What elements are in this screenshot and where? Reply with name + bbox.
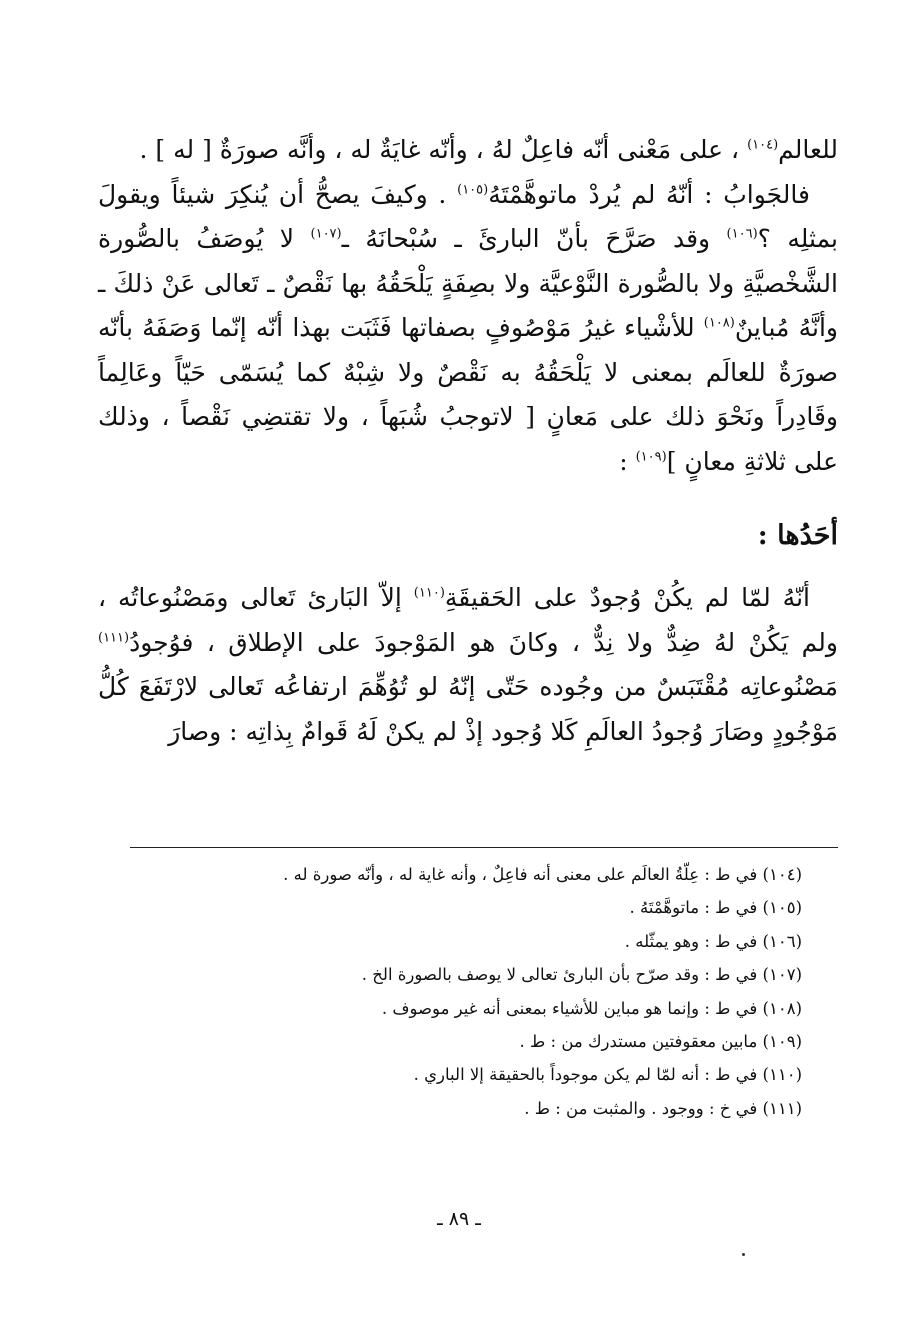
footnote: (١٠٤) في ط : عِلّةُ العالَم على معنى أنه فاعِلٌ ، وأنه غاية له ، وأنّه صورة له . <box>283 865 802 884</box>
page-number: ـ ٨٩ ـ <box>437 1208 481 1230</box>
footnote-reference: (١٠٥) <box>457 182 489 198</box>
footnote-reference: (١٠٨) <box>703 315 735 331</box>
footnote-reference: (١٠٧) <box>310 226 342 242</box>
text-run: مَصْنُوعاتِه مُقْتَبَسٌ من وجُوده حَتّى إنّهُ لو تُوُهِّمَ ارتفاعُه تَعالى لارْتَفَعَ كُلُّ مَوْجُودٍ وصَارَ وُجودُ العالَمِ كَلا وُجود إذْ لم يكنْ لَهُ قَوامٌ بِذاتِه : وصارَ <box>98 672 838 746</box>
text-run: : <box>619 446 636 476</box>
footnote-reference: (١٠٩) <box>635 449 667 465</box>
text-run: للأشْياء غيرُ مَوْصُوفٍ بصفاتها فَثَبَت بهذا أنّه إنّما وَصَفَهُ بأنّه صورَةٌ للعالَم بمعنى لا يَلْحَقُهُ به نَقْصٌ ولا شِبْهٌ كما يُسَمّى حَيّاً وعَالِماً وقَادِراً ونَحْوَ ذلك على مَعانٍ [ لاتوجبُ شُبَهاً ، ولا تقتضِي نَقْصاً ، وذلك على ثلاثةِ معانٍ ] <box>98 313 838 476</box>
scan-speck <box>742 1253 745 1256</box>
footnote-reference: (١١٠) <box>413 585 445 601</box>
footnote-reference: (١٠٦) <box>726 226 758 242</box>
footnote: (١٠٦) في ط : وهو يمثّله . <box>624 931 802 951</box>
footnotes <box>122 858 802 1125</box>
text-run: وقد صَرَّحَ بأنّ البارئَ ـ سُبْحانَهُ ـ <box>341 224 727 253</box>
footnote-reference: (١٠٤) <box>747 137 779 153</box>
spacer <box>98 484 838 500</box>
footnote: (١٠٥) في ط : ماتوهَّمْتَهُ . <box>629 898 802 918</box>
footnote: (١١١) في خ : ووجود . والمثبت من : ط . <box>524 1098 802 1118</box>
footnote-reference: (١١١) <box>98 630 130 646</box>
text-run: . وكيفَ يصحُّ أن يُنكِرَ شيئاً ويقولَ بمثلِه ؟ <box>98 179 838 253</box>
footnote: (١١٠) في ط : أنه لمّا لم يكن موجوداً بالحقيقة إلا الباري . <box>413 1065 802 1085</box>
footnote-separator <box>130 847 838 848</box>
footnote: (١٠٧) في ط : وقد صرّح بأن البارئ تعالى لا يوصف بالصورة الخ . <box>361 965 802 985</box>
paragraph-3 <box>98 576 838 754</box>
text-run: للعالم <box>778 135 838 164</box>
text-run: ، على مَعْنى أنّه فاعِلٌ لهُ ، وأنّه غايَةٌ له ، وأنَّه صورَةٌ [ له ] . <box>139 135 748 164</box>
text-run: إلاّ البَارئ تَعالى ومَصْنُوعاتُه ، ولم يَكُنْ لهُ ضِدٌّ ولا نِدٌّ ، وكانَ هو المَوْجودَ على الإطلاق ، فوُجودُ <box>98 583 838 657</box>
main-text <box>98 128 838 754</box>
footnote: (١٠٩) مابين معقوفتين مستدرك من : ط . <box>519 1032 802 1052</box>
text-run: فالجَوابُ : أنّهُ لم يُردْ ماتوهَّمْتَهُ <box>488 179 810 209</box>
paragraph-2 <box>98 173 838 485</box>
footnote: (١٠٨) في ط : وإنما هو مباين للأشياء بمعنى أنه غير موصوف . <box>381 998 802 1018</box>
section-heading: أحَدُها : <box>757 520 838 551</box>
text-run: أنّهُ لمّا لم يكُنْ وُجودٌ على الحَقيقَةِ <box>444 583 810 612</box>
text-run: لا يُوصَفُ بالصُّورة الشَّخْصيَّةِ ولا بالصُّورة النَّوْعيَّة ولا بصِفَةٍ يَلْحَقُهُ بها نَقْصٌ ـ تَعالى عَنْ ذلكَ ـ وأنَّهُ مُباينٌ <box>98 224 838 342</box>
paragraph-1 <box>98 128 838 173</box>
